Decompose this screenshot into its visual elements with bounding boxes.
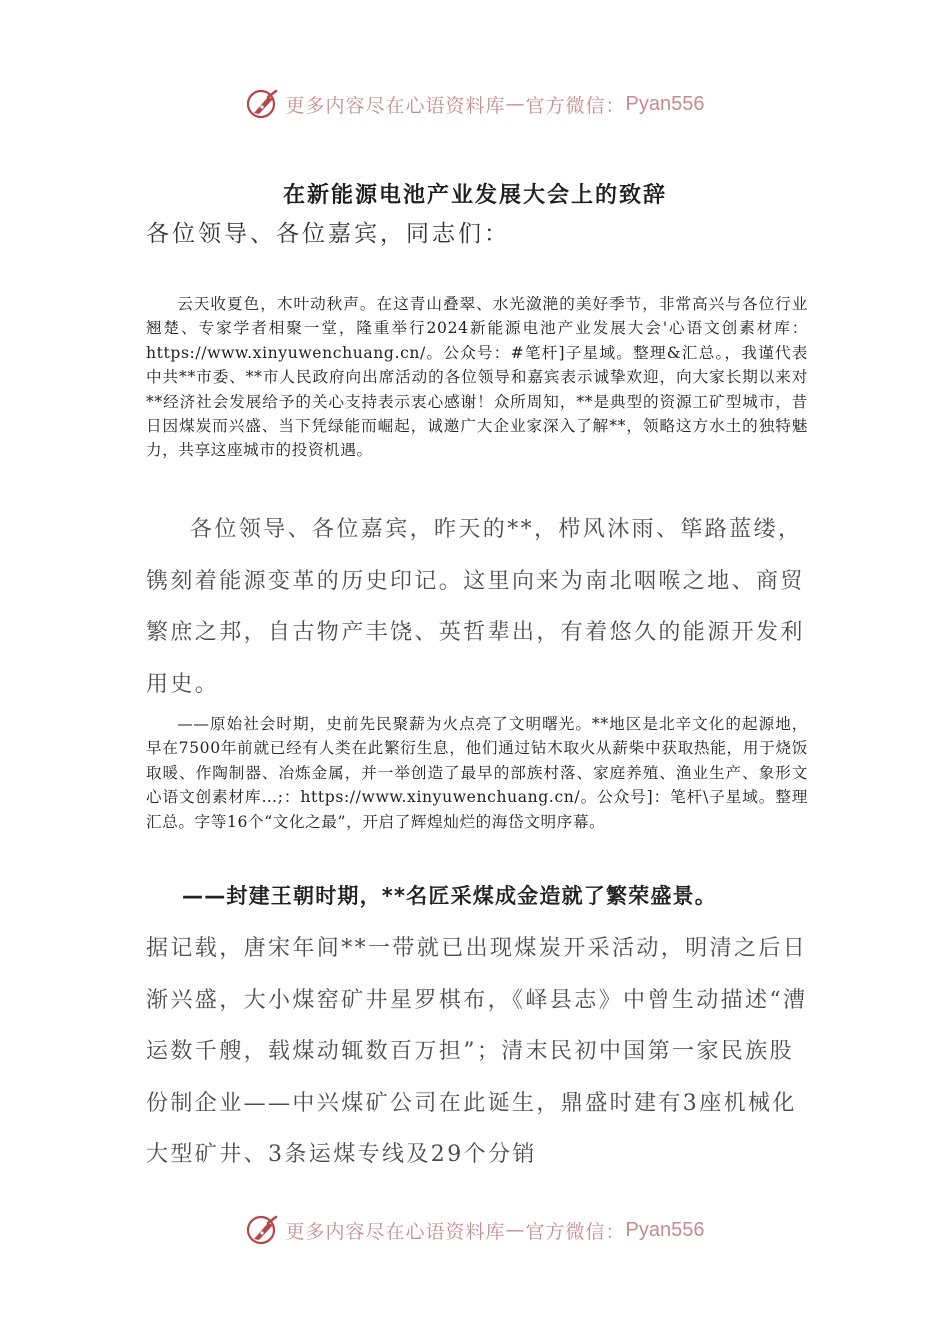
banner-wechat-label: 官方微信： [525, 1220, 626, 1243]
paragraph-primitive-era: ——原始社会时期，史前先民聚薪为火点亮了文明曙光。**地区是北辛文化的起源地，早在7500年前就已经有人类在此繁衍生息，他们通过钻木取火从薪柴中获取热能，用于烧饭取暖、作陶制器、冶炼金属，并一举创造了最早的部族村落、家庭养殖、渔业生产、象形文心语文创素材库…;：https://www.xinyuwenchuang.cn/。公众号]：笔杆\子星域。整理汇总。字等16个“文化之最”，开启了辉煌灿烂的海岱文明序幕。 [146, 715, 808, 831]
banner-wechat-id: Pyan556 [625, 1218, 705, 1241]
banner-brand: 更多内容尽在心语资料库 [285, 1220, 506, 1243]
banner-dash: — [505, 1219, 526, 1241]
banner-wechat-label: 官方微信： [525, 94, 626, 117]
pen-nib-icon [246, 87, 280, 121]
banner-wechat-id: Pyan556 [625, 92, 705, 115]
banner-dash: — [505, 93, 526, 115]
banner-brand: 更多内容尽在心语资料库 [285, 94, 506, 117]
footer-watermark [0, 1210, 950, 1250]
pen-nib-icon [246, 1213, 280, 1247]
section-heading-feudal: ——封建王朝时期，**名匠采煤成金造就了繁荣盛景。 [182, 884, 717, 908]
document-title: 在新能源电池产业发展大会上的致辞 [282, 183, 667, 208]
paragraph-welcome: 云天收夏色，木叶动秋声。在这青山叠翠、水光潋滟的美好季节，非常高兴与各位行业翘楚、专家学者相聚一堂，隆重举行2024新能源电池产业发展大会'心语文创素材库：https://www.xinyuwenchuang.cn/。公众号：#笔杆]子星域。整理&汇总。，我谨代表中共**市委、**市人民政府向出席活动的各位领导和嘉宾表示诚挚欢迎，向大家长期以来对**经济社会发展给予的关心支持表示衷心感谢！众所周知，**是典型的资源工矿型城市，昔日因煤炭而兴盛、当下凭绿能而崛起，诚邀广大企业家深入了解**，领略这方水土的独特魅力，共享这座城市的投资机遇。 [146, 295, 808, 460]
paragraph-coal-history: 据记载，唐宋年间**一带就已出现煤炭开采活动，明清之后日渐兴盛，大小煤窑矿井星罗棋布，《峄县志》中曾生动描述“漕运数千艘，载煤动辄数百万担”；清末民初中国第一家民族股份制企业——中兴煤矿公司在此诞生，鼎盛时建有3座机械化大型矿井、3条运煤专线及29个分销 [146, 936, 808, 1167]
salutation: 各位领导、各位嘉宾，同志们： [146, 221, 510, 247]
header-watermark [0, 84, 950, 124]
paragraph-history-intro: 各位领导、各位嘉宾，昨天的**，栉风沐雨、筚路蓝缕，镌刻着能源变革的历史印记。这里向来为南北咽喉之地、商贸繁庶之邦，自古物产丰饶、英哲辈出，有着悠久的能源开发利用史。 [146, 517, 805, 697]
